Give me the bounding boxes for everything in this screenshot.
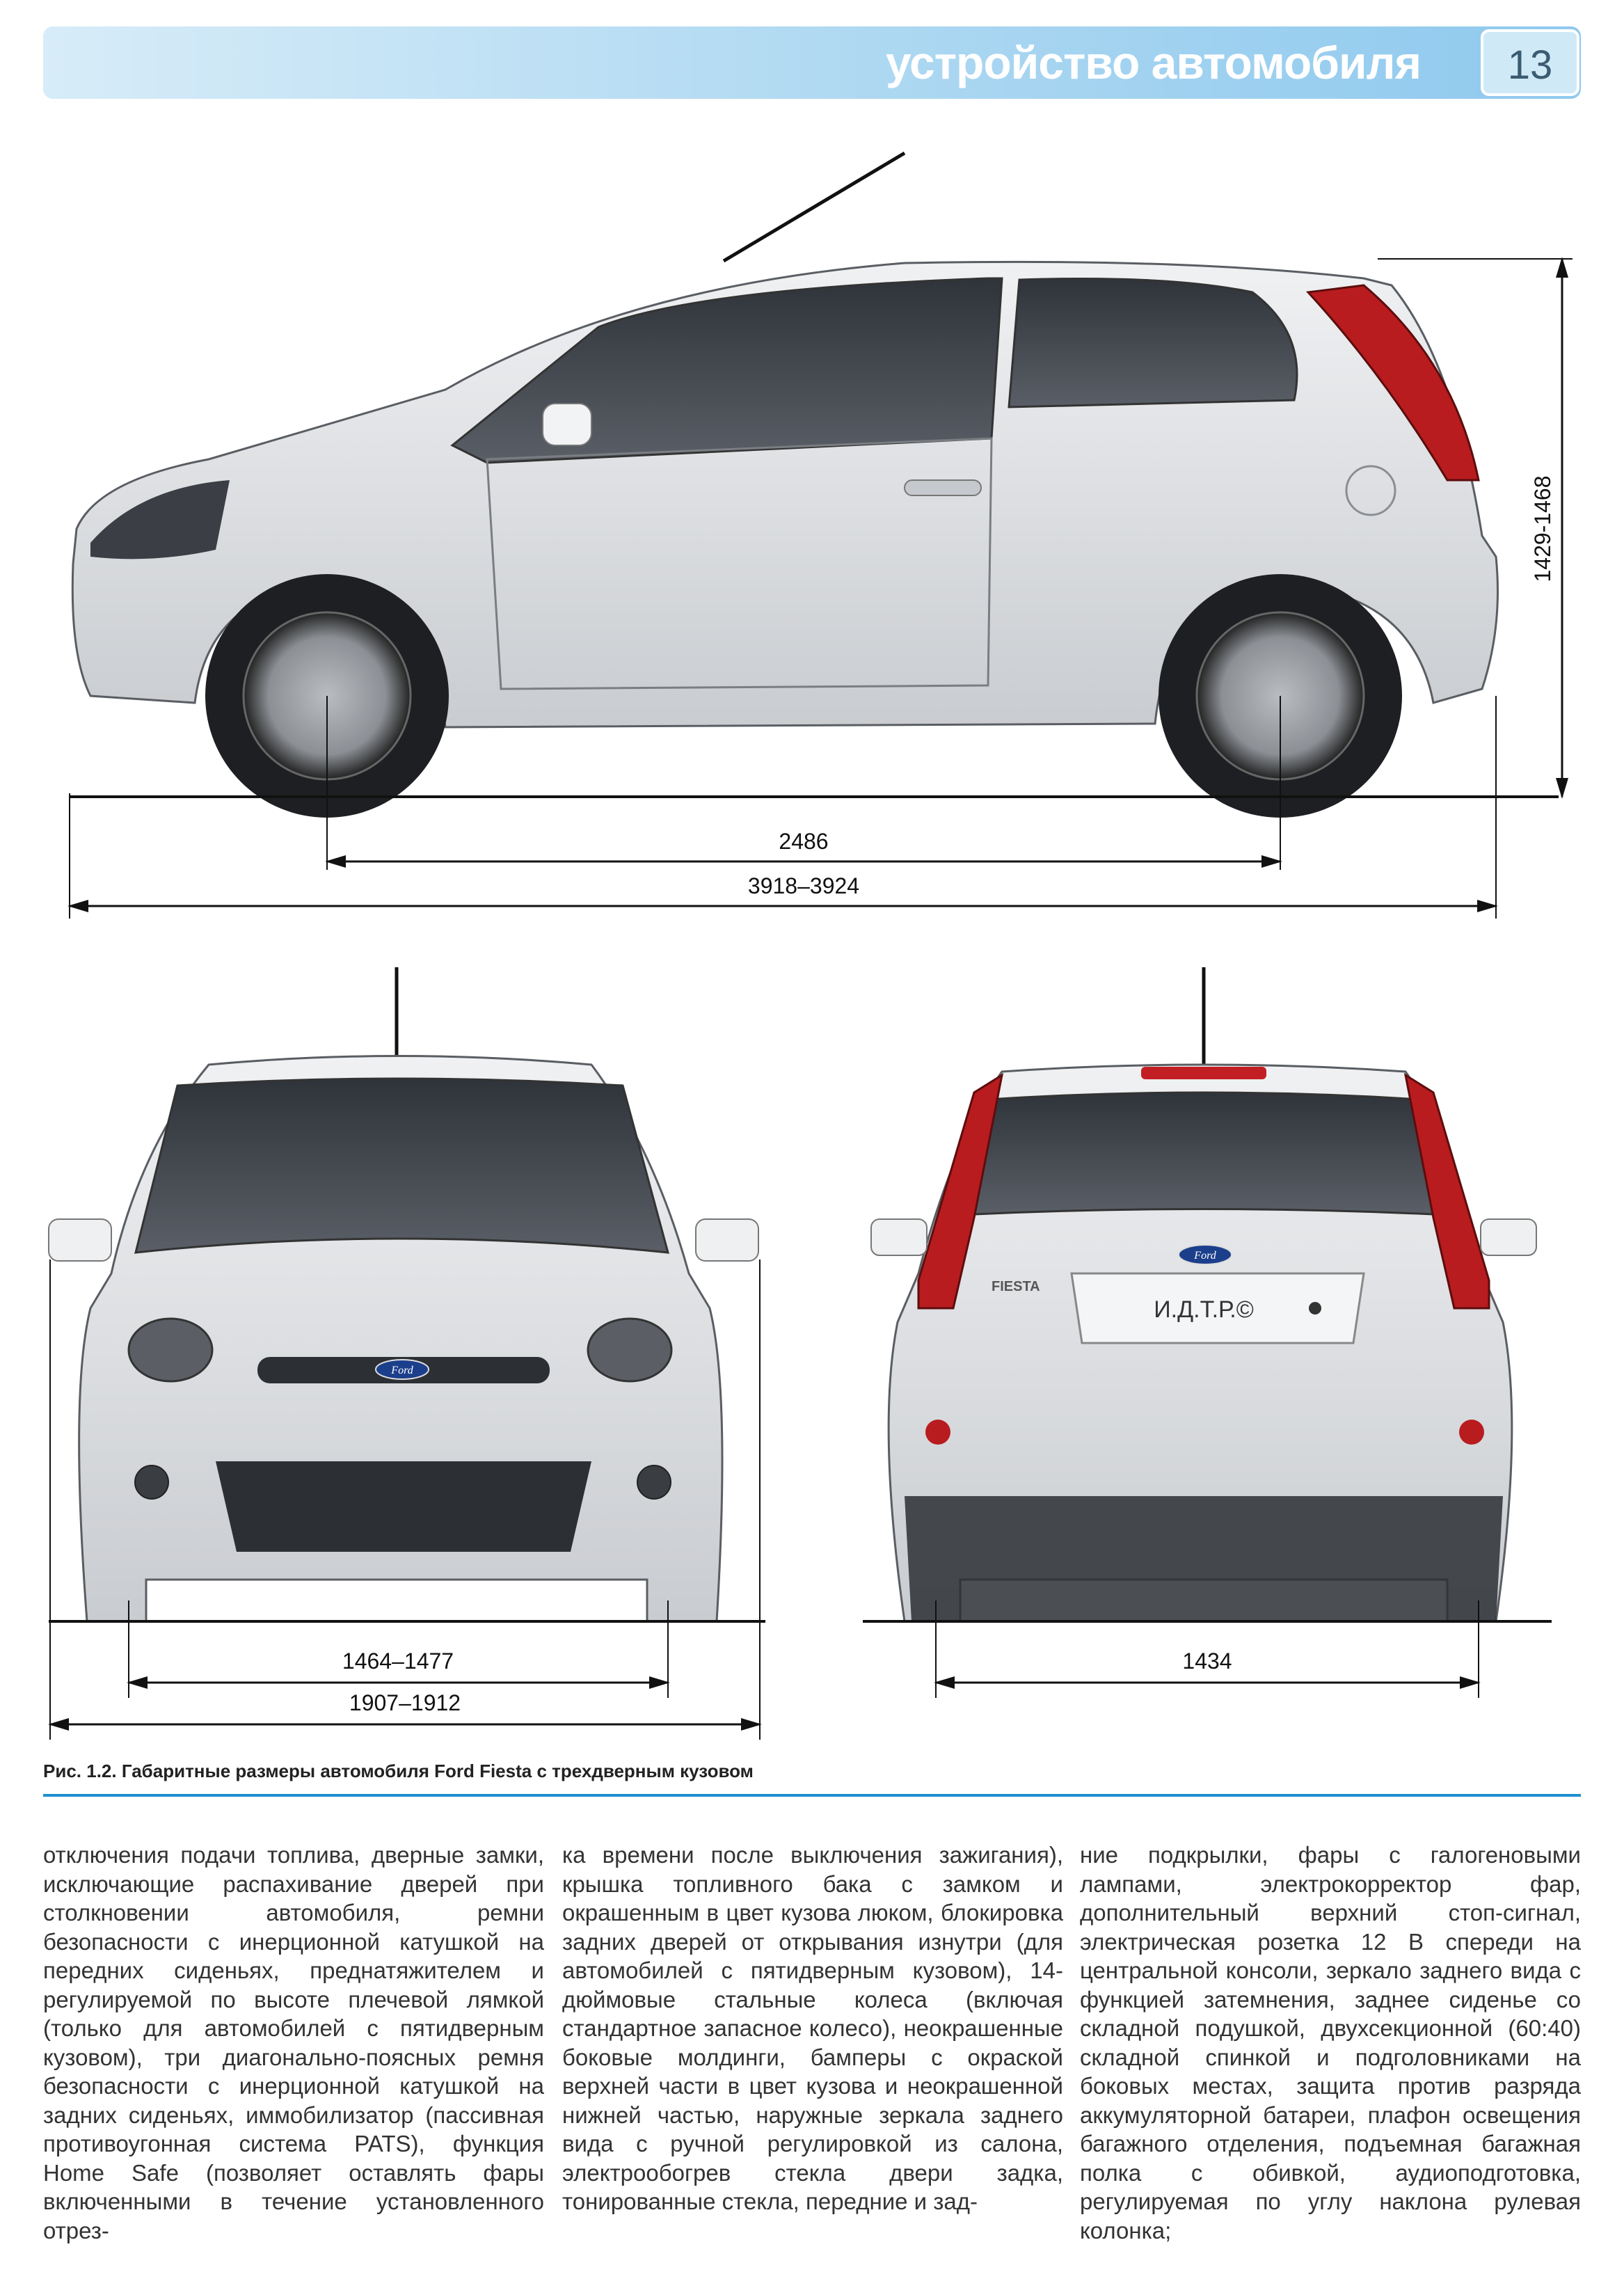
text-column-3: ние подкрылки, фары с галогеновыми лампами, электрокорректор фар, дополнительный верхний стоп-сигнал, электрическая розетка 12 В спереди на центральной консоли, зеркало заднего вида с функцией затемнения, заднее сиденье со складной подушкой, двухсекционной (60:40) складной спинкой и подголовниками на боковых местах, защита против разряда аккумуляторной батареи, плафон освещения багажного отделения, подъемная багажная полка с обивкой, аудиоподготовка, регулируемая по углу наклона рулевая колонка;	[1080, 1842, 1581, 2243]
front-right-mirror	[696, 1219, 758, 1261]
rear-plate-text: И.Д.Т.Р.©	[1154, 1296, 1254, 1323]
rear-right-reflector	[1459, 1420, 1484, 1445]
side-mirror	[543, 404, 591, 445]
caption-divider	[43, 1794, 1581, 1797]
rear-lock	[1309, 1302, 1321, 1314]
rear-brake-light	[1141, 1067, 1266, 1079]
front-lower-intake	[216, 1461, 591, 1552]
rear-track-label: 1434	[1182, 1649, 1232, 1674]
front-windshield	[136, 1079, 668, 1253]
front-right-headlight	[588, 1319, 671, 1381]
width-label: 1907–1912	[349, 1690, 461, 1715]
page-number-box	[1481, 29, 1579, 96]
front-track-label: 1464–1477	[342, 1649, 454, 1674]
rear-lower-bumper	[905, 1496, 1503, 1621]
antenna	[724, 153, 905, 261]
height-label: 1429-1468	[1530, 475, 1555, 582]
front-view	[49, 967, 765, 1740]
header-bar	[43, 26, 1581, 99]
figure-caption: Рис. 1.2. Габаритные размеры автомобиля Ford Fiesta с трехдверным кузовом	[43, 1761, 754, 1781]
rear-left-mirror	[871, 1219, 927, 1255]
wheelbase-label: 2486	[779, 829, 829, 854]
rear-left-reflector	[925, 1420, 950, 1445]
rear-right-mirror	[1481, 1219, 1536, 1255]
rear-model-badge: FIESTA	[992, 1279, 1040, 1294]
front-left-foglight	[135, 1465, 168, 1499]
rear-window	[974, 1093, 1433, 1214]
front-ford-badge-text: Ford	[391, 1365, 413, 1376]
page-number: 13	[1507, 42, 1553, 88]
length-label: 3918–3924	[747, 873, 860, 898]
text-column-2: ка времени после выключения зажигания), крышка топливного бака с замком и окрашенным в цвет кузова люком, блокировка задних дверей от открывания изнутри (для автомобилей с пятидверным кузовом), 14-дюймовые стальные колеса (включая стандартное запасное колесо), неокрашенные боковые молдинги, бамперы с окраской верхней части в цвет кузова и неокрашенной нижней частью, наружные зеркала заднего вида с ручной регулировкой из салона, электрообогрев стекла двери задка, тонированные стекла, передние и зад-	[562, 1842, 1063, 2214]
side-door-handle	[905, 480, 981, 495]
front-left-headlight	[129, 1319, 212, 1381]
rear-ford-badge-text: Ford	[1194, 1250, 1216, 1262]
section-title: устройство автомобиля	[885, 37, 1421, 88]
front-left-mirror	[49, 1219, 111, 1261]
front-right-foglight	[637, 1465, 671, 1499]
rear-view	[863, 967, 1552, 1698]
text-column-1: отключения подачи топлива, дверные замки, исключающие распахивание дверей при столкновении автомобиля, ремни безопасности с инерционной катушкой на передних сиденьях, преднатяжителем и регулируемой по высоте плечевой лямкой (только для автомобилей с пятидверным кузовом), три диагонально-поясных ремня безопасности с инерционной катушкой на задних сиденьях, иммобилизатор (пассивная противоугонная система PATS), функция Home Safe (позволяет оставлять фары включенными в течение установленного отрез-	[43, 1842, 544, 2243]
side-rear-window	[1009, 278, 1297, 407]
side-view	[70, 153, 1573, 919]
car-dimensions-figure	[0, 104, 1624, 1754]
